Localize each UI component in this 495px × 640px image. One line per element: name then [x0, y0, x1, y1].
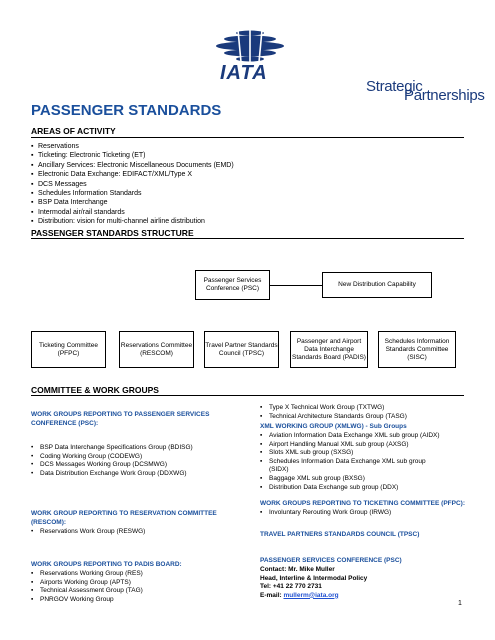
list-item: ▪ Type X Technical Work Group (TXTWG) [260, 404, 407, 413]
continuation-text: (SIDX) [269, 466, 289, 474]
list-item: ▪ Ancillary Services: Electronic Miscellaneous Documents (EMD) [31, 161, 234, 170]
list-item: • Reservations Work Group (RESWG) [31, 528, 145, 537]
list-item: ▪ Reservations Working Group (RES) [31, 570, 143, 579]
padis-groups-heading: WORK GROUPS REPORTING TO PADIS BOARD: [31, 561, 182, 568]
list-item: ▪ Electronic Data Exchange: EDIFACT/XML/Type X [31, 170, 234, 179]
padis-box [290, 331, 368, 368]
list-item: ▪ Airport Handling Manual XML sub group (AXSG) [260, 441, 440, 450]
list-item: ▪ Technical Architecture Standards Group (TASG) [260, 413, 407, 422]
email-link[interactable]: mullerm@iata.org [283, 591, 339, 599]
areas-list [31, 142, 234, 227]
contact-tel: Tel: +41 22 770 2731 [260, 583, 322, 590]
contact-name: Contact: Mr. Mike Muller [260, 566, 335, 573]
psc-box [195, 270, 270, 300]
list-item: ▪ Distribution: vision for multi-channel airline distribution [31, 217, 234, 226]
page-number: 1 [458, 600, 462, 607]
psc-groups-list [31, 444, 193, 478]
psc-groups-heading: WORK GROUPS REPORTING TO PASSENGER SERVICES CONFERENCE (PSC): [31, 411, 210, 427]
list-item: ▪ Involuntary Rerouting Work Group (IRWG) [260, 509, 391, 518]
tpsc-box [204, 331, 279, 368]
pfpc-groups-heading: WORK GROUPS REPORTING TO TICKETING COMMITTEE (PFPC): [260, 500, 465, 507]
list-item: ▪ BSP Data Interchange [31, 198, 234, 207]
list-item: ▪ Aviation Information Data Exchange XML sub group (AIDX) [260, 432, 440, 441]
tpsc-heading: TRAVEL PARTNERS STANDARDS COUNCIL (TPSC) [260, 531, 420, 538]
committee-label: Ticketing Committee (PFPC) [39, 341, 98, 357]
sisc-box [378, 331, 456, 368]
psc-contact-heading: PASSENGER SERVICES CONFERENCE (PSC) [260, 557, 402, 564]
rescom-box [119, 331, 194, 368]
list-item-continuation [260, 466, 440, 475]
pfpc-groups-list [260, 509, 391, 518]
psc-contact-block [260, 566, 367, 600]
right-top-list [260, 404, 407, 421]
xml-groups-list [260, 432, 440, 492]
connector-line [270, 285, 322, 286]
list-item: ▪ Reservations [31, 142, 234, 151]
list-item: • BSP Data Interchange Specifications Group (BDISG) [31, 444, 193, 453]
areas-heading: AREAS OF ACTIVITY [31, 126, 116, 136]
structure-rule [31, 238, 464, 239]
list-item: ▪ DCS Messages [31, 180, 234, 189]
strategic-text: Strategic [366, 78, 423, 95]
list-item: ▪ Ticketing: Electronic Ticketing (ET) [31, 151, 234, 160]
committee-label: Passenger and Airport Data Interchange Standards Board (PADIS) [292, 337, 366, 361]
areas-rule [31, 137, 464, 138]
padis-groups-list [31, 570, 143, 604]
list-item: ▪ PNRGOV Working Group [31, 596, 143, 605]
list-item: ▪ Slots XML sub group (SXSG) [260, 449, 440, 458]
rescom-groups-list [31, 528, 145, 537]
pfpc-box [31, 331, 106, 368]
list-item: ▪ Airports Working Group (APTS) [31, 579, 143, 588]
committee-heading: COMMITTEE & WORK GROUPS [31, 385, 159, 395]
committee-label: Schedules Information Standards Committee (SISC) [384, 337, 450, 361]
list-item: ▪ Technical Assessment Group (TAG) [31, 587, 143, 596]
list-item: ▪ Schedules Information Standards [31, 189, 234, 198]
page-title: PASSENGER STANDARDS [31, 102, 222, 119]
committee-label: Travel Partner Standards Council (TPSC) [205, 341, 278, 357]
email-label: E-mail: [260, 591, 284, 599]
committee-rule [31, 395, 464, 396]
list-item: ▪ Intermodal air/rail standards [31, 208, 234, 217]
list-item: • Data Distribution Exchange Work Group (DDXWG) [31, 470, 193, 479]
psc-label: Passenger Services Conference (PSC) [203, 277, 262, 292]
list-item: ▪ Baggage XML sub group (BXSG) [260, 475, 440, 484]
list-item: ▪ Schedules Information Data Exchange XML sub group [260, 458, 440, 467]
iata-logo-text: IATA [220, 62, 268, 84]
contact-email-line [260, 592, 367, 601]
structure-heading: PASSENGER STANDARDS STRUCTURE [31, 228, 194, 238]
committee-label: Reservations Committee (RESCOM) [120, 341, 193, 357]
contact-role: Head, Interline & Intermodal Policy [260, 574, 368, 582]
xml-groups-heading: XML WORKING GROUP (XMLWG) - Sub Groups [260, 423, 407, 430]
ndc-box [322, 272, 432, 298]
ndc-label: New Distribution Capability [338, 281, 416, 288]
list-item: • Coding Working Group (CODEWG) [31, 453, 193, 462]
partnerships-text: Partnerships [404, 87, 485, 104]
list-item: • DCS Messages Working Group (DCSMWG) [31, 461, 193, 470]
list-item: ▪ Distribution Data Exchange sub group (DDX) [260, 484, 440, 493]
rescom-groups-heading: WORK GROUP REPORTING TO RESERVATION COMMITTEE (RESCOM): [31, 510, 217, 526]
